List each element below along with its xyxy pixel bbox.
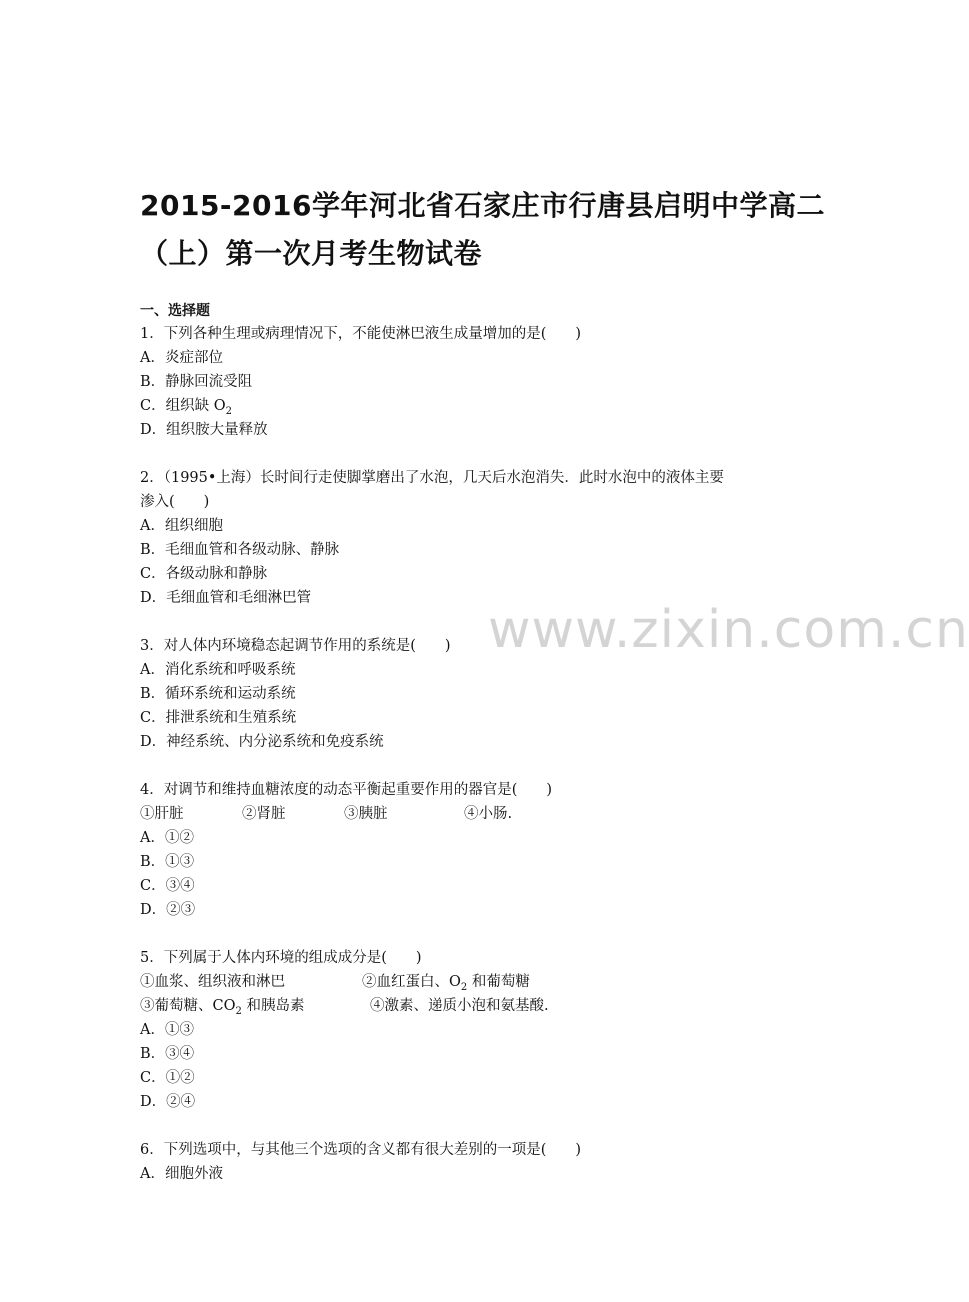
q2-option-c: C．各级动脉和静脉 — [140, 566, 268, 582]
q2-option-d: D．毛细血管和毛细淋巴管 — [140, 590, 312, 606]
question-2-stem-cont: 渗入( ) — [140, 494, 210, 510]
q1-option-b: B．静脉回流受阻 — [140, 374, 253, 390]
page-title: 2015-2016学年河北省石家庄市行唐县启明中学高二 — [140, 189, 825, 222]
q5-option-a: A．①③ — [140, 1022, 194, 1038]
question-4-stem: 4．对调节和维持血糖浓度的动态平衡起重要作用的器官是( ) — [140, 782, 553, 798]
q5-option-b: B．③④ — [140, 1046, 195, 1062]
q2-option-b: B．毛细血管和各级动脉、静脉 — [140, 542, 340, 558]
q6-option-a: A．细胞外液 — [140, 1166, 223, 1182]
section-heading: 一、选择题 — [140, 303, 210, 319]
q3-option-b: B．循环系统和运动系统 — [140, 686, 296, 702]
q5-item-3: ③葡萄糖、$CO_2$ 和胰岛素 — [140, 998, 305, 1017]
q4-item-3: ③胰脏 — [344, 806, 388, 822]
question-1-stem: 1．下列各种生理或病理情况下，不能使淋巴液生成量增加的是( ) — [140, 326, 582, 342]
question-3-stem: 3．对人体内环境稳态起调节作用的系统是( ) — [140, 638, 451, 654]
q4-item-2: ②肾脏 — [242, 806, 286, 822]
q4-option-b: B．①③ — [140, 854, 195, 870]
q2-option-a: A．组织细胞 — [140, 518, 223, 534]
q3-option-d: D．神经系统、内分泌系统和免疫系统 — [140, 734, 384, 750]
q5-item-4: ④激素、递质小泡和氨基酸. — [370, 998, 549, 1014]
q4-item-1: ①肝脏 — [140, 806, 184, 822]
q5-items-row2 — [140, 997, 549, 1021]
question-5-stem: 5．下列属于人体内环境的组成成分是( ) — [140, 950, 422, 966]
q5-option-d: D．②④ — [140, 1094, 196, 1110]
question-2-stem: 2．（1995•上海）长时间行走使脚掌磨出了水泡，几天后水泡消失．此时水泡中的液体主要 — [140, 470, 724, 486]
q4-option-a: A．①② — [140, 830, 194, 846]
q1-option-a: A．炎症部位 — [140, 350, 223, 366]
q1-option-d: D．组织胺大量释放 — [140, 422, 268, 438]
q4-option-d: D．②③ — [140, 902, 196, 918]
q4-item-4: ④小肠. — [464, 806, 513, 822]
watermark: www.zixin.com.cn — [488, 600, 969, 660]
page-title-line2: （上）第一次月考生物试卷 — [140, 237, 483, 270]
q4-items — [140, 805, 512, 823]
question-6-stem: 6．下列选项中，与其他三个选项的含义都有很大差别的一项是( ) — [140, 1142, 582, 1158]
q3-option-c: C．排泄系统和生殖系统 — [140, 710, 297, 726]
q5-item-1: ①血浆、组织液和淋巴 — [140, 974, 285, 990]
q5-option-c: C．①② — [140, 1070, 195, 1086]
q5-item-2: ②血红蛋白、$O_2$ 和葡萄糖 — [362, 974, 530, 993]
q1-option-c: C．组织缺 $O_2$ — [140, 398, 232, 417]
q4-option-c: C．③④ — [140, 878, 195, 894]
q5-items-row1 — [140, 973, 530, 997]
q3-option-a: A．消化系统和呼吸系统 — [140, 662, 296, 678]
